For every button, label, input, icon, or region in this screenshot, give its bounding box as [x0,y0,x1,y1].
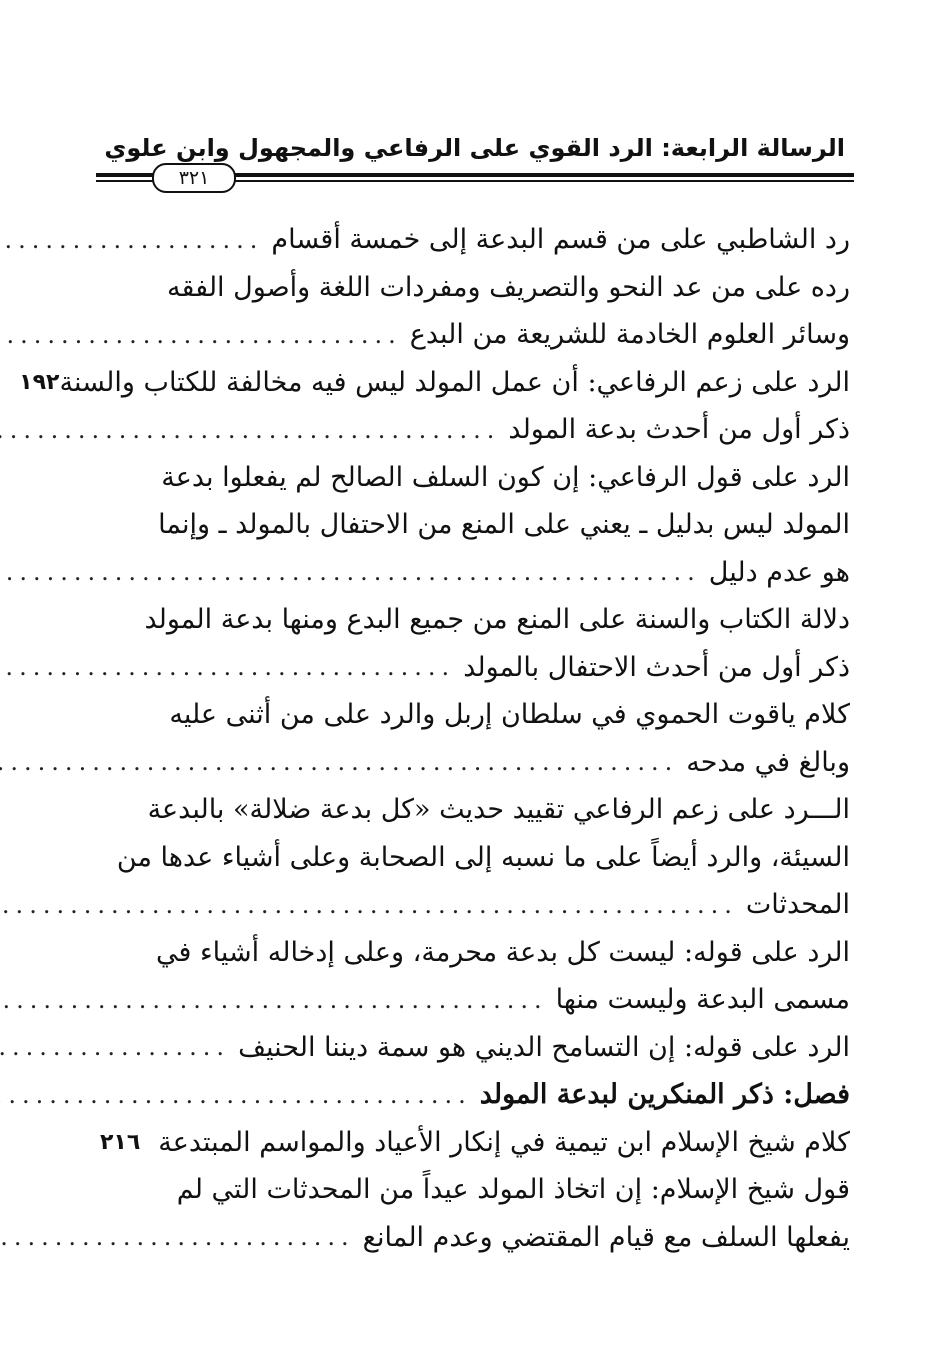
toc-entry-title: يفعلها السلف مع قيام المقتضي وعدم المانع [362,1221,850,1253]
toc-entry-title: رده على من عد النحو والتصريف ومفردات اللغة وأصول الفقه [167,271,850,303]
toc-entry [100,264,850,312]
toc-leader-dots [0,986,548,1014]
toc-page-number: ١٩٢ [19,369,60,395]
toc-entry [100,976,850,1024]
toc-entry [100,1024,850,1072]
toc-entry [100,1119,850,1167]
toc-entry-title: الرد على قوله: ليست كل بدعة محرمة، وعلى إدخاله أشياء في [155,936,850,968]
toc-entry-title: المولد ليس بدليل ـ يعني على المنع من الاحتفال بالمولد ـ وإنما [158,509,850,541]
toc-entry-title: المحدثات [745,889,850,921]
toc-entry [100,1071,850,1119]
toc-entry-title: وبالغ في مدحه [686,746,850,778]
toc-entry [100,929,850,977]
toc-entry [100,406,850,454]
running-title: الرسالة الرابعة: الرد القوي على الرفاعي والمجهول وابن علوي [104,134,845,162]
toc-entry-title: دلالة الكتاب والسنة على المنع من جميع البدع ومنها بدعة المولد [144,604,850,636]
toc-entry-title: هو عدم دليل [708,556,850,588]
header-rule [96,167,854,189]
toc-entry-title: السيئة، والرد أيضاً على ما نسبه إلى الصحابة وعلى أشياء عدها من [116,841,850,873]
page-number: ٣٢١ [152,163,236,193]
toc-entry [100,1214,850,1262]
toc-entry [100,216,850,264]
toc-leader-dots [0,416,500,444]
toc-entry [100,786,850,834]
toc-entry [100,1166,850,1214]
toc-entry-title: كلام ياقوت الحموي في سلطان إربل والرد على من أثنى عليه [169,699,850,731]
toc-entry-title: كلام شيخ الإسلام ابن تيمية في إنكار الأعياد والمواسم المبتدعة [158,1126,850,1158]
toc-entry-title: مسمى البدعة وليست منها [555,984,850,1016]
toc-entry [100,691,850,739]
toc-entry-title: الرد على قول الرفاعي: إن كون السلف الصالح لم يفعلوا بدعة [161,461,850,493]
toc-entry [100,739,850,787]
toc-entry-title: الرد على قوله: إن التسامح الديني هو سمة ديننا الحنيف [238,1031,850,1063]
toc-entry [100,311,850,359]
toc-leader-dots [0,1223,355,1251]
toc-entry [19,359,850,407]
toc-entry-title: الرد على زعم الرفاعي: أن عمل المولد ليس فيه مخالفة للكتاب والسنة [59,366,850,398]
toc-entry [100,549,850,597]
toc-entry-title: قول شيخ الإسلام: إن اتخاذ المولد عيداً من المحدثات التي لم [176,1174,850,1206]
toc-entry [100,881,850,929]
toc-entry-title: وسائر العلوم الخادمة للشريعة من البدع [409,319,850,351]
toc-entry-title: فصل: ذكر المنكرين لبدعة المولد [479,1079,850,1111]
toc-entry [100,596,850,644]
toc-entry-title: ذكر أول من أحدث بدعة المولد [508,414,850,446]
toc-entry [100,644,850,692]
toc-leader-dots [0,653,455,681]
toc-entry-title: ذكر أول من أحدث الاحتفال بالمولد [463,651,850,683]
toc-entry [100,454,850,502]
toc-page-number: ٢١٦ [100,1129,141,1155]
toc-leader-dots [0,226,263,254]
toc-leader-dots [0,321,402,349]
toc-leader-dots [0,558,701,586]
toc-leader-dots [0,748,678,776]
toc-entry-title: رد الشاطبي على من قسم البدعة إلى خمسة أقسام [271,224,850,256]
toc-leader-dots [0,1033,230,1061]
toc-entry [100,834,850,882]
toc-leader-dots [0,891,738,919]
toc-entry [100,501,850,549]
toc-leader-dots [0,1081,472,1109]
table-of-contents [19,216,850,1261]
toc-entry-title: الـــرد على زعم الرفاعي تقييد حديث «كل بدعة ضلالة» بالبدعة [147,794,850,826]
